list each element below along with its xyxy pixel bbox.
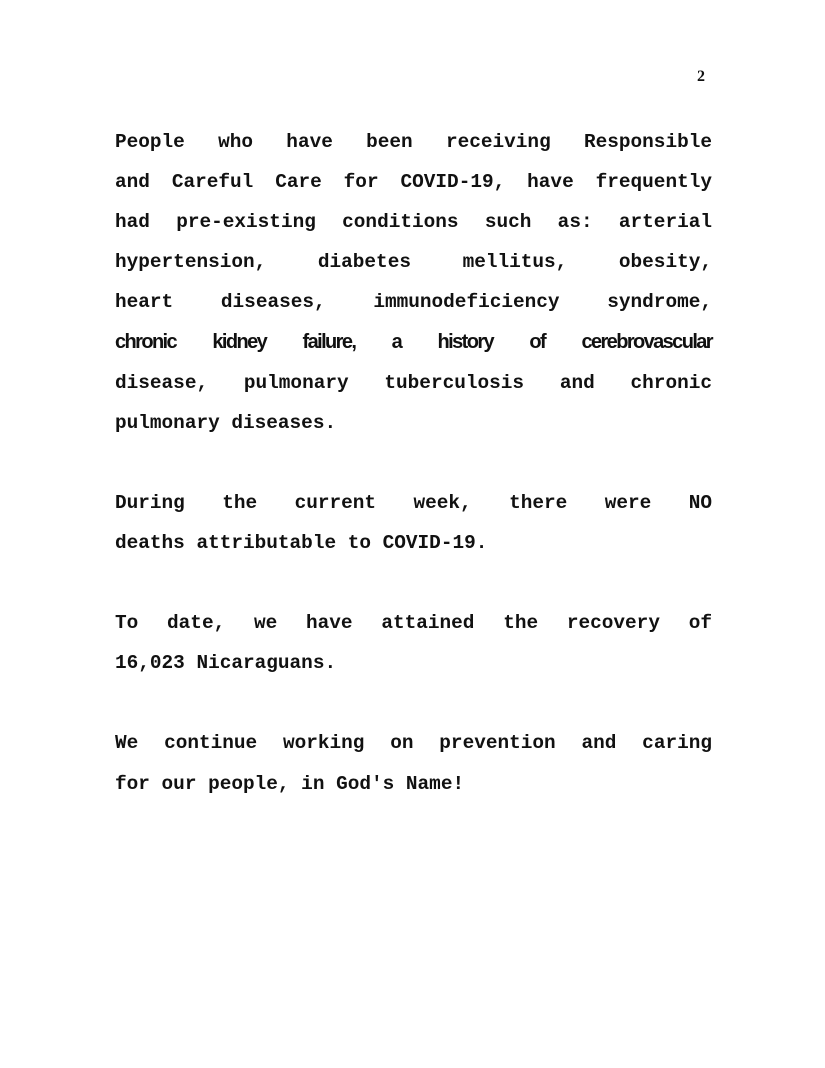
page-number: 2 bbox=[697, 68, 705, 85]
text-line: During the current week, there were NO bbox=[115, 491, 712, 514]
paragraph-gap bbox=[115, 683, 712, 723]
text-line: We continue working on prevention and caring bbox=[115, 732, 712, 755]
text-line: deaths attributable to COVID-19. bbox=[115, 531, 488, 554]
text-line: 16,023 Nicaraguans. bbox=[115, 652, 337, 675]
text-line: disease, pulmonary tuberculosis and chronic bbox=[115, 371, 712, 394]
paragraph-gap bbox=[115, 443, 712, 483]
text-line: and Careful Care for COVID-19, have frequently bbox=[115, 171, 712, 194]
text-line: To date, we have attained the recovery of bbox=[115, 612, 712, 635]
paragraph-deaths bbox=[115, 483, 712, 563]
text-line: had pre-existing conditions such as: arterial bbox=[115, 211, 712, 234]
paragraph-gap bbox=[115, 563, 712, 603]
paragraph-preexisting-conditions bbox=[115, 122, 712, 443]
text-line: pulmonary diseases. bbox=[115, 411, 337, 434]
text-line: chronic kidney failure, a history of cerebrovascular bbox=[115, 331, 712, 354]
text-line: People who have been receiving Responsible bbox=[115, 131, 712, 153]
document-body bbox=[115, 122, 712, 804]
text-line: hypertension, diabetes mellitus, obesity, bbox=[115, 251, 712, 274]
paragraph-recovery bbox=[115, 603, 712, 683]
text-line: heart diseases, immunodeficiency syndrome, bbox=[115, 291, 712, 314]
text-line: for our people, in God's Name! bbox=[115, 772, 465, 795]
paragraph-closing bbox=[115, 723, 712, 803]
